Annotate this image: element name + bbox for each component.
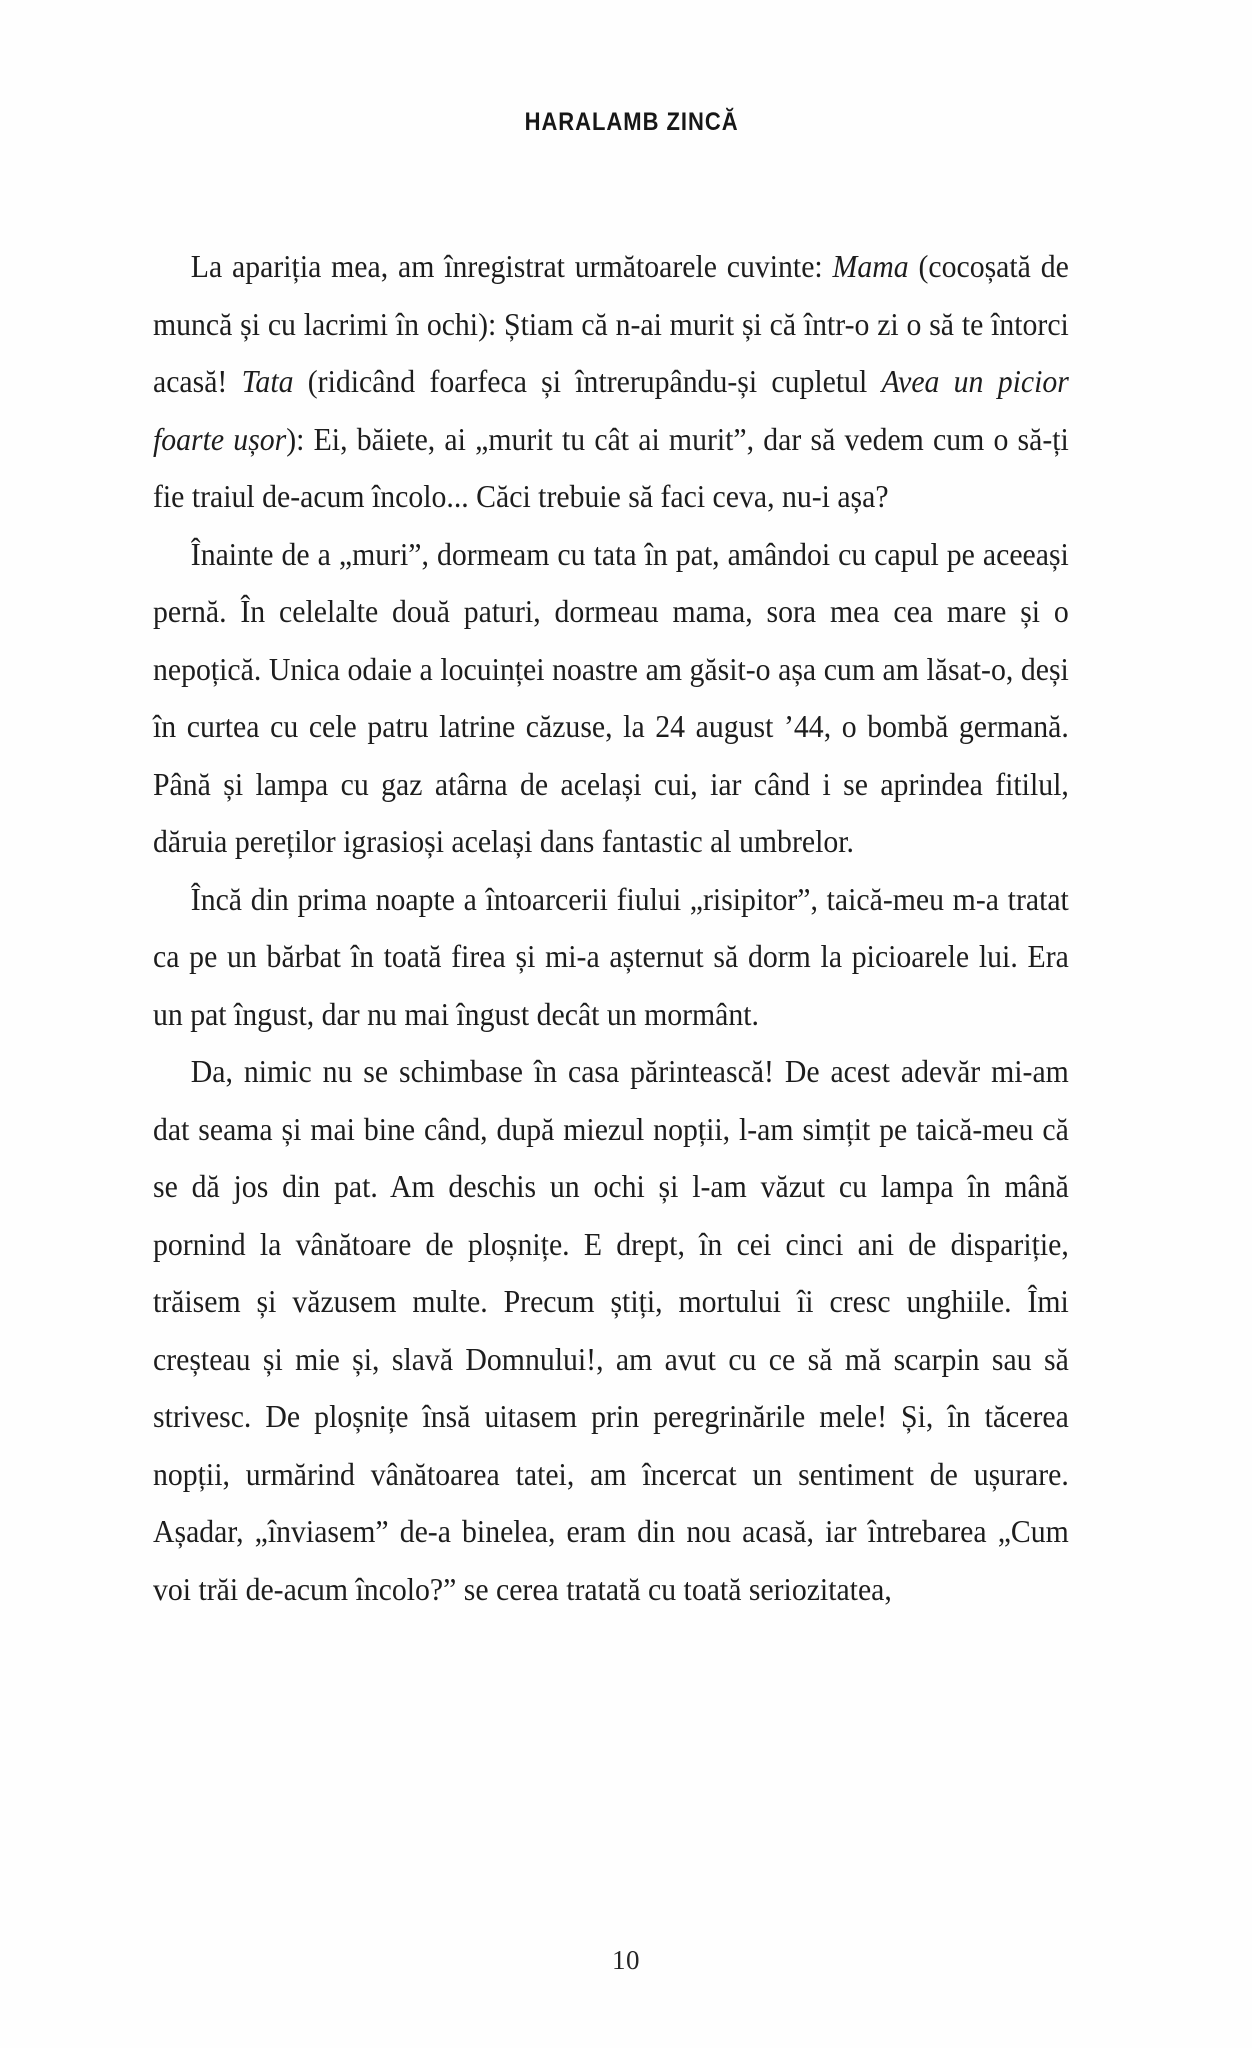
paragraph (153, 238, 1069, 526)
text-run: Înainte de a „muri”, dormeam cu tata în pat, amândoi cu capul pe aceeași pernă. În celelalte două paturi, dormeau mama, sora mea cea mare și o nepoțică. Unica odaie a locuinței noastre am găsit-o așa cum am lăsat-o, deși în curtea cu cele patru latrine căzuse, la 24 august ’44, o bombă germană. Până și lampa cu gaz atârna de același cui, iar când i se aprindea fitilul, dăruia pereților igrasioși același dans fantastic al umbrelor. (153, 536, 1069, 859)
running-header (0, 108, 1252, 137)
paragraph-3-content (153, 871, 1069, 1044)
italic-run: Avea un picior foarte ușor (153, 364, 1069, 457)
text-run: (cocoșată de muncă și cu lacrimi în ochi): Știam că n-ai murit și că într-o zi o să te întorci acasă! (153, 249, 1069, 399)
paragraph-1-content (153, 238, 1069, 526)
page-number (0, 1945, 1252, 1976)
paragraph (153, 526, 1069, 871)
text-run: Încă din prima noapte a întoarcerii fiului „risipitor”, taică-meu m-a tratat ca pe un bărbat în toată firea și mi-a așternut să dorm la picioarele lui. Era un pat îngust, dar nu mai îngust decât un mormânt. (153, 881, 1069, 1032)
italic-run: Tata (241, 364, 294, 399)
paragraph-4-content (153, 1043, 1069, 1618)
text-run: (ridicând foarfeca și întrerupându-și cupletul (293, 364, 882, 399)
paragraph-2-content (153, 526, 1069, 871)
running-header-text: HARALAMB ZINCĂ (525, 108, 739, 136)
page-number-text: 10 (612, 1945, 640, 1975)
text-run: ): Ei, băiete, ai „murit tu cât ai murit”, dar să vedem cum o să-ți fie traiul de-acum încolo... Căci trebuie să faci ceva, nu-i așa? (153, 421, 1069, 514)
italic-run: Mama (832, 249, 909, 284)
paragraph (153, 1043, 1069, 1618)
text-run: Da, nimic nu se schimbase în casa părintească! De acest adevăr mi-am dat seama și mai bine când, după miezul nopții, l-am simțit pe taică-meu că se dă jos din pat. Am deschis un ochi și l-am văzut cu lampa în mână pornind la vânătoare de ploșnițe. E drept, în cei cinci ani de dispariție, trăisem și văzusem multe. Precum știți, mortului îi cresc unghiile. Îmi creșteau și mie și, slavă Domnului!, am avut cu ce să mă scarpin sau să strivesc. De ploșnițe însă uitasem prin peregrinările mele! Și, în tăcerea nopții, urmărind vânătoarea tatei, am încercat un sentiment de ușurare. Așadar, „înviasem” de-a binelea, eram din nou acasă, iar întrebarea „Cum voi trăi de-acum încolo?” se cerea tratată cu toată seriozitatea, (153, 1054, 1069, 1607)
body-text-block (153, 238, 1069, 1618)
paragraph (153, 871, 1069, 1044)
text-run: La apariția mea, am înregistrat următoarele cuvinte: (190, 249, 833, 284)
